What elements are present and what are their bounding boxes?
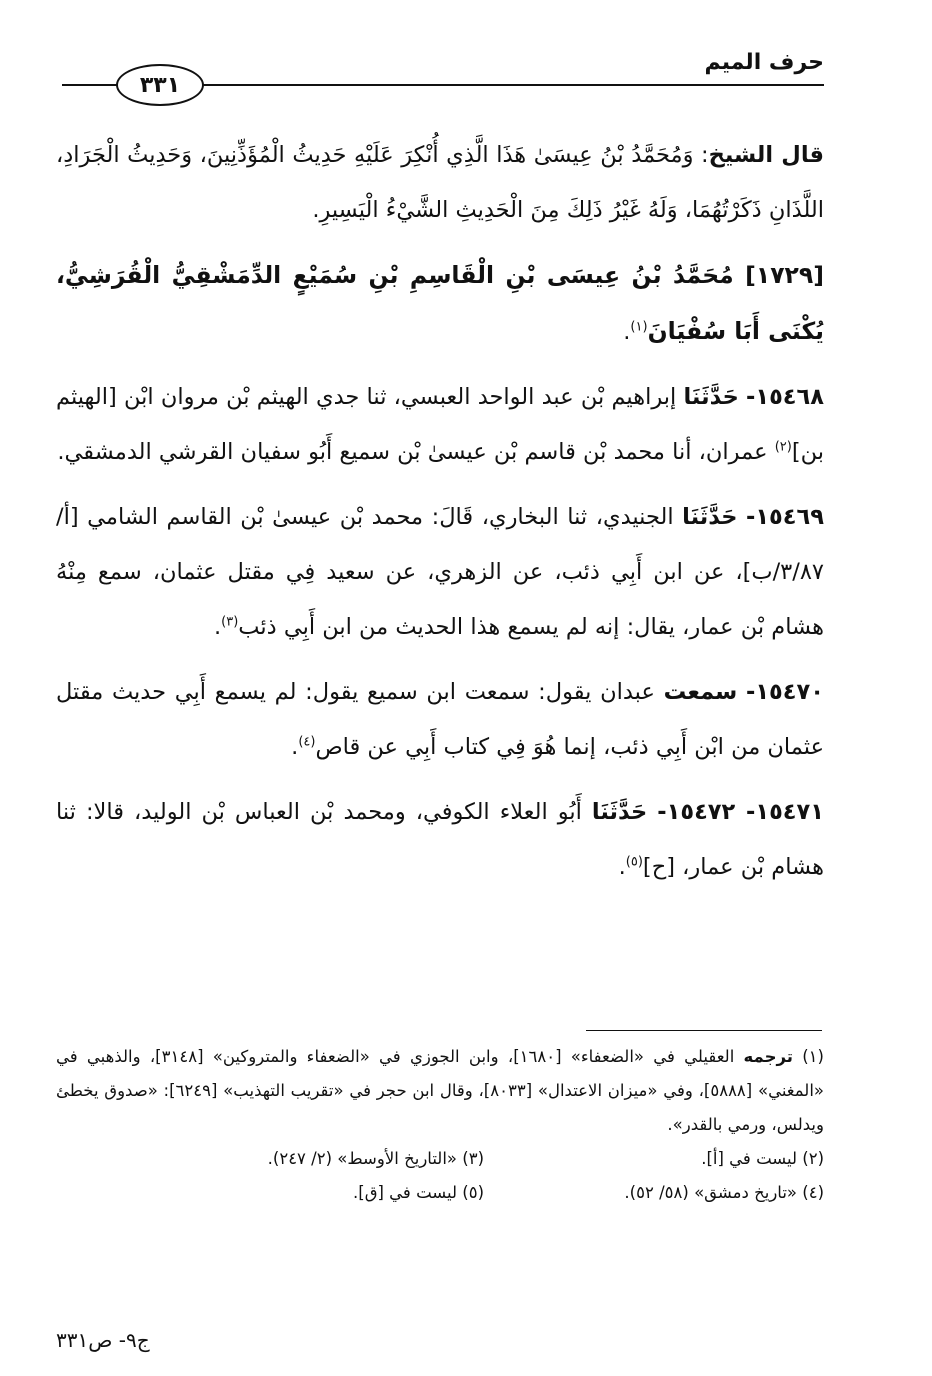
hadith-end: . xyxy=(618,854,626,880)
hadith-lead: حَدَّثَنَا xyxy=(682,504,738,530)
page-number: ٣٣١ xyxy=(139,72,181,98)
footnote-ref: (٣) xyxy=(221,614,239,630)
hadith-15471-15472 xyxy=(56,785,824,895)
hadith-text: أَبُو العلاء الكوفي، ومحمد بْن العباس بْن الوليد، قالا: ثنا هشام بْن عمار، [ح] xyxy=(56,799,824,880)
hadith-number: ١٥٤٦٨- xyxy=(746,384,825,410)
footnote-1 xyxy=(56,1040,824,1142)
footnote-ref: (٢) xyxy=(774,439,792,455)
volume-page-indicator: ج٩- ص٣٣١ xyxy=(56,1328,150,1352)
footnote-separator xyxy=(586,1030,822,1031)
entry-title: [١٧٢٩] مُحَمَّدُ بْنُ عِيسَى بْنِ الْقَاسِمِ بْنِ سُمَيْعٍ الدِّمَشْقِيُّ الْقُرَشِيُّ، يُكْنَى أَبَا سُفْيَانَ xyxy=(56,261,824,345)
footnote-ref: (١) xyxy=(630,319,648,335)
hadith-lead: حَدَّثَنَا xyxy=(683,384,739,410)
footnote-ref: (٥) xyxy=(625,854,643,870)
footnote-3: (٣) «التاريخ الأوسط» (٢/ ٢٤٧). xyxy=(267,1149,484,1168)
hadith-text: الجنيدي، ثنا البخاري، قَالَ: محمد بْن عيسىٰ بْن القاسم الشامي [أ/٣/٨٧/ب]، عن ابن أَبِي ذئب، عن الزهري، عن سعيد فِي مقتل عثمان، سمع مِنْهُ هشام بْن عمار، يقال: إنه لم يسمع هذا الحديث من ابن أَبِي ذئب xyxy=(56,504,824,640)
paragraph-text: : وَمُحَمَّدُ بْنُ عِيسَىٰ هَذَا الَّذِي أُنْكِرَ عَلَيْهِ حَدِيثُ الْمُؤَذِّنِينَ، وَحَدِيثُ الْجَرَادِ، اللَّذَانِ ذَكَرْتُهُمَا، وَلَهُ غَيْرُ ذَلِكَ مِنَ الْحَدِيثِ الشَّيْءُ الْيَسِيرِ. xyxy=(56,142,824,223)
footnote-row xyxy=(56,1176,824,1210)
entry-end: . xyxy=(623,319,631,345)
running-header-title: حرف الميم xyxy=(704,50,824,75)
page-number-badge xyxy=(116,64,204,106)
footnote-4: (٤) «تاريخ دمشق» (٥٨/ ٥٢). xyxy=(624,1183,824,1202)
footnote-row xyxy=(56,1142,824,1176)
biography-entry-heading xyxy=(56,248,824,360)
footnote-2: (٢) ليست في [أ]. xyxy=(701,1149,824,1168)
paragraph-sheikh-comment xyxy=(56,128,824,238)
hadith-number: ١٥٤٦٩- xyxy=(745,504,824,530)
main-text xyxy=(56,128,824,905)
footnote-ref: (٤) xyxy=(298,734,316,750)
hadith-15470 xyxy=(56,665,824,775)
footnotes xyxy=(56,1040,824,1210)
hadith-15469 xyxy=(56,490,824,655)
footnote-lead: ترجمه xyxy=(743,1047,793,1066)
hadith-lead: سمعت xyxy=(663,679,738,705)
hadith-lead: حَدَّثَنَا xyxy=(591,799,648,825)
hadith-end: . xyxy=(214,614,222,640)
footnote-number: (١) xyxy=(802,1047,824,1066)
hadith-end: . xyxy=(291,734,299,760)
footnote-5: (٥) ليست في [ق]. xyxy=(353,1183,484,1202)
hadith-15468 xyxy=(56,370,824,480)
hadith-number: ١٥٤٧٠- xyxy=(745,679,824,705)
hadith-text: إبراهيم بْن عبد الواحد العبسي، ثنا جدي الهيثم بْن مروان ابْن [الهيثم بن] xyxy=(56,384,824,465)
hadith-text: عبدان يقول: سمعت ابن سميع يقول: لم يسمع أَبِي حديث مقتل عثمان من ابْن أَبِي ذئب، إنما هُوَ فِي كتاب أَبِي عن قاص xyxy=(56,679,824,760)
hadith-text: عمران، أنا محمد بْن قاسم بْن عيسىٰ بْن سميع أَبُو سفيان القرشي الدمشقي. xyxy=(57,439,768,465)
hadith-number: ١٥٤٧١- ١٥٤٧٢- xyxy=(657,799,825,825)
paragraph-lead: قال الشيخ xyxy=(708,142,824,168)
footnote-text: العقيلي في «الضعفاء» [١٦٨٠]، وابن الجوزي في «الضعفاء والمتروكين» [٣١٤٨]، والذهبي في «المغني» [٥٨٨٨]، وفي «ميزان الاعتدال» [٨٠٣٣]، وقال ابن حجر في «تقريب التهذيب» [٦٢٤٩]: «صدوق يخطئ ويدلس، ورمي بالقدر». xyxy=(56,1047,825,1134)
